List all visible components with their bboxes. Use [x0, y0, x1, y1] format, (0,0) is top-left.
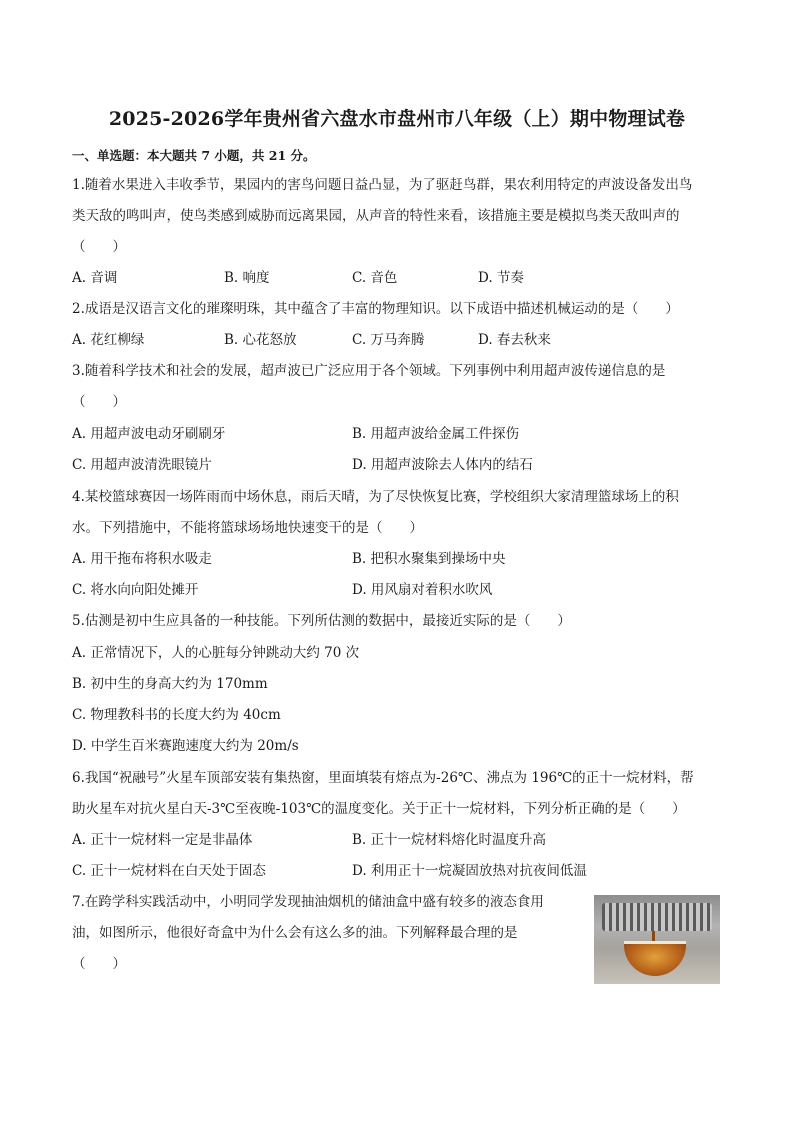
question-5-option-d: D. 中学生百米赛跑速度大约为 20m/s: [72, 738, 299, 754]
question-7-line-2: 油，如图所示，他很好奇盒中为什么会有这么多的油。下列解释最合理的是: [72, 925, 518, 941]
question-5-option-a: A. 正常情况下，人的心脏每分钟跳动大约 70 次: [72, 645, 360, 661]
question-1-option-d: D. 节奏: [478, 270, 524, 286]
question-2-option-a: A. 花红柳绿: [72, 332, 145, 348]
question-1-option-b: B. 响度: [224, 270, 270, 286]
question-6-line-1: 6.我国“祝融号”火星车顶部安装有集热窗，里面填装有熔点为-26℃、沸点为 196℃的正十一烷材料，帮: [72, 770, 694, 786]
question-4-option-c: C. 将水向向阳处摊开: [72, 582, 199, 598]
question-3-option-d: D. 用超声波除去人体内的结石: [352, 457, 533, 473]
range-hood-filter: [602, 903, 712, 931]
question-2-option-d: D. 春去秋来: [478, 332, 551, 348]
question-2-line-1: 2.成语是汉语言文化的璀璨明珠，其中蕴含了丰富的物理知识。以下成语中描述机械运动的是（ ）: [72, 301, 679, 317]
section-header: 一、单选题：本大题共 7 小题，共 21 分。: [72, 148, 316, 163]
question-3-line-2: （ ）: [72, 394, 126, 410]
question-3-option-b: B. 用超声波给金属工件探伤: [352, 426, 520, 442]
question-1-option-a: A. 音调: [72, 270, 118, 286]
question-5-option-c: C. 物理教科书的长度大约为 40cm: [72, 707, 281, 723]
question-3-option-c: C. 用超声波清洗眼镜片: [72, 457, 212, 473]
question-6-option-a: A. 正十一烷材料一定是非晶体: [72, 832, 253, 848]
question-3-line-1: 3.随着科学技术和社会的发展，超声波已广泛应用于各个领域。下列事例中利用超声波传递信息的是: [72, 363, 666, 379]
question-4-option-b: B. 把积水聚集到操场中央: [352, 551, 506, 567]
question-7-line-1: 7.在跨学科实践活动中，小明同学发现抽油烟机的储油盒中盛有较多的液态食用: [72, 894, 544, 910]
exam-title: 2025-2026学年贵州省六盘水市盘州市八年级（上）期中物理试卷: [108, 108, 686, 130]
question-1-line-1: 1.随着水果进入丰收季节，果园内的害鸟问题日益凸显，为了驱赶鸟群，果农利用特定的声波设备发出鸟: [72, 177, 693, 193]
question-4-line-1: 4.某校篮球赛因一场阵雨而中场休息，雨后天晴，为了尽快恢复比赛，学校组织大家清理篮球场上的积: [72, 489, 679, 505]
oil-box-photo: [594, 895, 720, 984]
question-4-option-a: A. 用干拖布将积水吸走: [72, 551, 212, 567]
question-7-line-3: （ ）: [72, 956, 126, 972]
question-1-line-2: 类天敌的鸣叫声，使鸟类感到威胁而远离果园，从声音的特性来看，该措施主要是模拟鸟类天敌叫声的: [72, 208, 680, 224]
question-4-option-d: D. 用风扇对着积水吹风: [352, 582, 493, 598]
question-1-option-c: C. 音色: [352, 270, 398, 286]
question-4-line-2: 水。下列措施中，不能将篮球场场地快速变干的是（ ）: [72, 520, 423, 536]
question-6-line-2: 助火星车对抗火星白天-3℃至夜晚-103℃的温度变化。关于正十一烷材料，下列分析正确的是（ ）: [72, 801, 686, 817]
question-1-line-3: （ ）: [72, 239, 126, 255]
question-6-option-d: D. 利用正十一烷凝固放热对抗夜间低温: [352, 863, 587, 879]
oil-cup: [624, 941, 686, 976]
question-6-option-c: C. 正十一烷材料在白天处于固态: [72, 863, 266, 879]
question-3-option-a: A. 用超声波电动牙刷刷牙: [72, 426, 226, 442]
question-5-option-b: B. 初中生的身高大约为 170mm: [72, 676, 268, 692]
question-2-option-c: C. 万马奔腾: [352, 332, 425, 348]
question-5-line-1: 5.估测是初中生应具备的一种技能。下列所估测的数据中，最接近实际的是（ ）: [72, 613, 571, 629]
question-6-option-b: B. 正十一烷材料熔化时温度升高: [352, 832, 547, 848]
question-2-option-b: B. 心花怒放: [224, 332, 297, 348]
